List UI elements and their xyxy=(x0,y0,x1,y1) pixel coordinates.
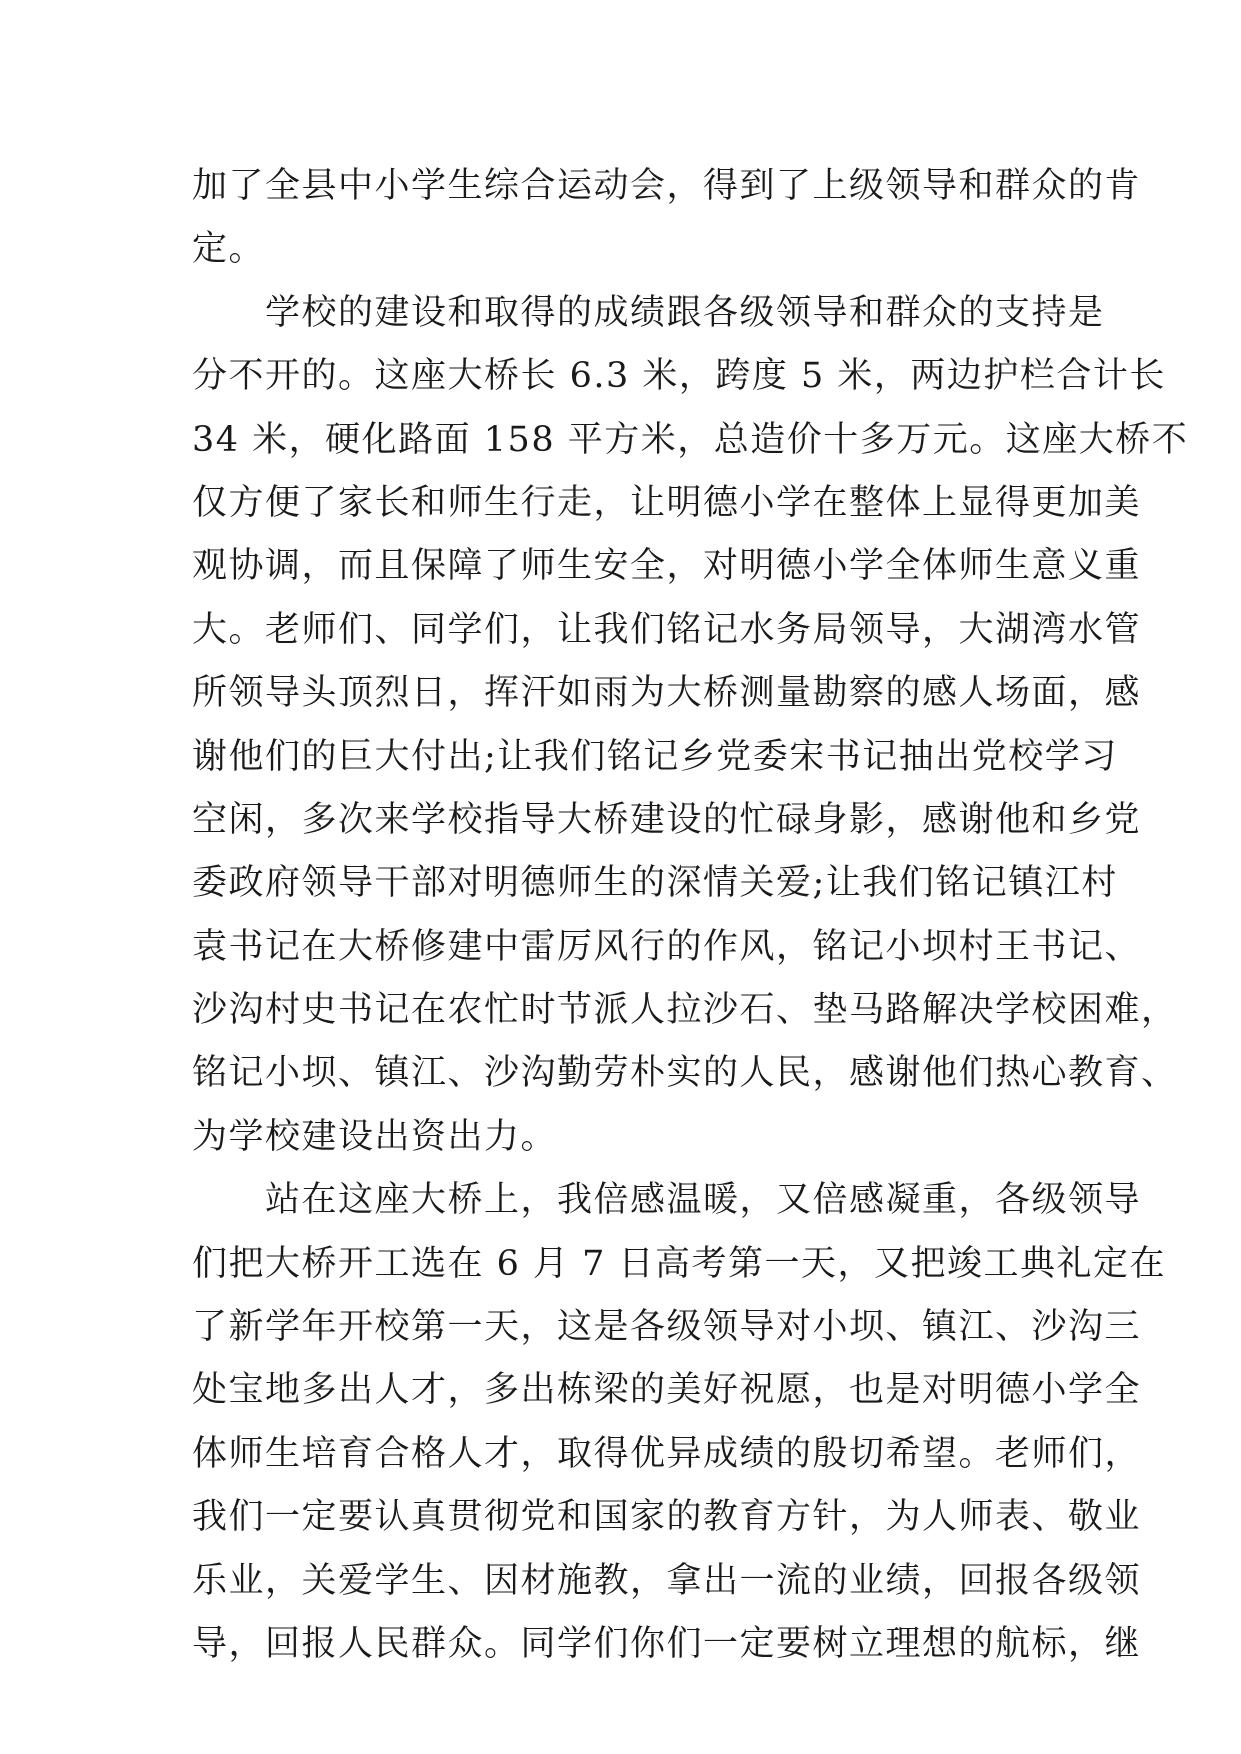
text-line: 袁书记在大桥修建中雷厉风行的作风，铭记小坝村王书记、 xyxy=(192,926,1142,967)
body-text xyxy=(192,155,1189,1676)
text-line: 们把大桥开工选在 6 月 7 日高考第一天，又把竣工典礼定在 xyxy=(192,1243,1167,1284)
text-line: 了新学年开校第一天，这是各级领导对小坝、镇江、沙沟三 xyxy=(192,1307,1142,1348)
text-line: 仅方便了家长和师生行走，让明德小学在整体上显得更加美 xyxy=(192,482,1142,523)
text-line: 空闲，多次来学校指导大桥建设的忙碌身影，感谢他和乡党 xyxy=(192,799,1142,840)
text-line: 大。老师们、同学们，让我们铭记水务局领导，大湖湾水管 xyxy=(192,609,1142,650)
text-line: 34 米，硬化路面 158 平方米，总造价十多万元。这座大桥不 xyxy=(192,419,1189,460)
text-line: 沙沟村史书记在农忙时节派人拉沙石、垫马路解决学校困难， xyxy=(192,990,1178,1031)
text-line: 分不开的。这座大桥长 6.3 米，跨度 5 米，两边护栏合计长 xyxy=(192,356,1166,397)
text-line: 谢他们的巨大付出;让我们铭记乡党委宋书记抽出党校学习 xyxy=(192,736,1118,777)
text-line: 处宝地多出人才，多出栋梁的美好祝愿，也是对明德小学全 xyxy=(192,1370,1142,1411)
text-line: 观协调，而且保障了师生安全，对明德小学全体师生意义重 xyxy=(192,546,1142,587)
text-line: 定。 xyxy=(192,229,266,270)
text-line: 所领导头顶烈日，挥汗如雨为大桥测量勘察的感人场面，感 xyxy=(192,673,1142,714)
text-line: 体师生培育合格人才，取得优异成绩的殷切希望。老师们， xyxy=(192,1433,1142,1474)
text-line: 导，回报人民群众。同学们你们一定要树立理想的航标，继 xyxy=(192,1623,1142,1664)
text-line: 站在这座大桥上，我倍感温暖，又倍感凝重，各级领导 xyxy=(192,1180,1142,1221)
text-line: 加了全县中小学生综合运动会，得到了上级领导和群众的肯 xyxy=(192,166,1142,206)
text-line: 乐业，关爱学生、因材施教，拿出一流的业绩，回报各级领 xyxy=(192,1560,1142,1601)
text-line: 委政府领导干部对明德师生的深情关爱;让我们铭记镇江村 xyxy=(192,863,1118,904)
text-line: 学校的建设和取得的成绩跟各级领导和群众的支持是 xyxy=(192,292,1105,333)
text-line: 铭记小坝、镇江、沙沟勤劳朴实的人民，感谢他们热心教育、 xyxy=(192,1053,1178,1094)
text-line: 为学校建设出资出力。 xyxy=(192,1116,558,1157)
text-line: 我们一定要认真贯彻党和国家的教育方针，为人师表、敬业 xyxy=(192,1497,1142,1538)
